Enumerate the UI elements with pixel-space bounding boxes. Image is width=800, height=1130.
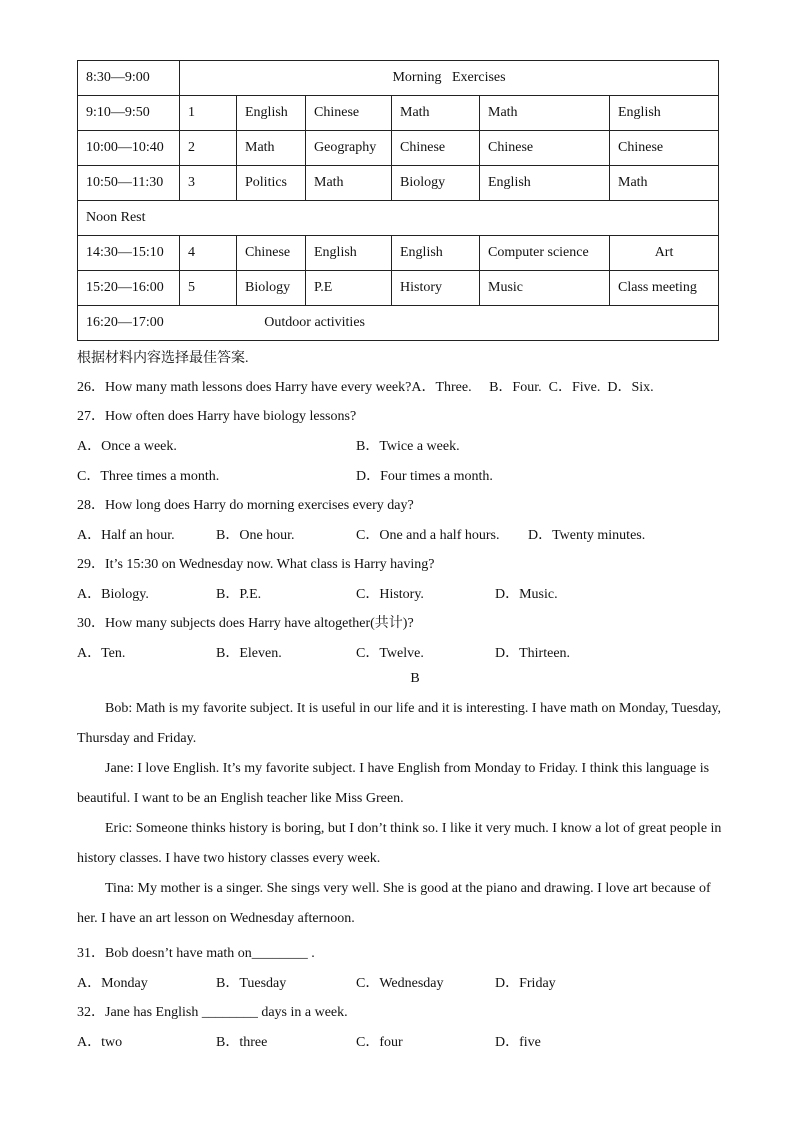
subject-cell: History (392, 271, 480, 306)
question-28-stem: 28．How long does Harry do morning exercises every day? (77, 498, 414, 513)
subject-cell: Math (610, 166, 719, 201)
table-row (78, 271, 719, 306)
subject-cell: Biology (237, 271, 306, 306)
table-row (78, 96, 719, 131)
option-a: A．Biology. (77, 587, 149, 602)
subject-cell: Chinese (392, 131, 480, 166)
instruction-text: 根据材料内容选择最佳答案. (77, 351, 249, 366)
option-d: D．Thirteen. (495, 646, 571, 661)
passage-paragraph-bob: Bob: Math is my favorite subject. It is useful in our life and it is interesting. I have math on Monday, Tuesday, Thursday and Friday. (77, 701, 722, 746)
option-b: B．One hour. (216, 528, 295, 543)
passage-paragraph-jane: Jane: I love English. It’s my favorite subject. I have English from Monday to Friday. I think this language is beautiful. I want to be an English teacher like Miss Green. (77, 761, 710, 806)
noon-rest-cell: Noon Rest (78, 201, 719, 236)
subject-cell: Chinese (610, 131, 719, 166)
period-cell: 5 (180, 271, 237, 306)
option-b: B．Twice a week. (356, 439, 460, 454)
question-31-stem: 31．Bob doesn’t have math on________ . (77, 946, 315, 961)
time-cell: 14:30—15:10 (78, 236, 180, 271)
time-cell: 9:10—9:50 (78, 96, 180, 131)
option-b: B．three (216, 1035, 268, 1050)
option-d: D．five (495, 1035, 541, 1050)
subject-cell: English (392, 236, 480, 271)
option-d: D．Music. (495, 587, 558, 602)
subject-cell: Chinese (306, 96, 392, 131)
option-d: D．Friday (495, 976, 556, 991)
subject-cell: English (306, 236, 392, 271)
table-row (78, 61, 719, 96)
subject-cell: Math (306, 166, 392, 201)
time-cell: 10:00—10:40 (78, 131, 180, 166)
option-c: C．four (356, 1035, 403, 1050)
option-a: A．two (77, 1035, 123, 1050)
subject-cell: Math (480, 96, 610, 131)
subject-cell: P.E (306, 271, 392, 306)
option-d: D．Four times a month. (356, 469, 493, 484)
option-a: A．Half an hour. (77, 528, 175, 543)
time-cell: 8:30—9:00 (78, 61, 180, 96)
time-cell: 10:50—11:30 (78, 166, 180, 201)
outdoor-activities-row (78, 306, 719, 341)
option-c: C．History. (356, 587, 424, 602)
subject-cell: Chinese (237, 236, 306, 271)
subject-cell: Art (610, 236, 719, 271)
option-b: B．P.E. (216, 587, 262, 602)
table-row (78, 131, 719, 166)
option-d: D．Twenty minutes. (528, 528, 646, 543)
question-30-stem: 30．How many subjects does Harry have altogether(共计)? (77, 616, 414, 631)
subject-cell: English (480, 166, 610, 201)
option-a: A．Monday (77, 976, 148, 991)
section-b-heading: B (410, 671, 420, 686)
question-32-stem: 32．Jane has English ________ days in a week. (77, 1005, 348, 1020)
period-cell: 2 (180, 131, 237, 166)
table-row (78, 306, 719, 341)
option-c: C．Three times a month. (77, 469, 220, 484)
option-b: B．Eleven. (216, 646, 282, 661)
subject-cell: English (237, 96, 306, 131)
period-cell: 1 (180, 96, 237, 131)
passage-paragraph-eric: Eric: Someone thinks history is boring, but I don’t think so. I like it very much. I know a lot of great people in history classes. I have two history classes every week. (77, 821, 722, 866)
option-c: C．Twelve. (356, 646, 424, 661)
morning-exercises-cell: Morning Exercises (180, 61, 719, 96)
subject-cell: Computer science (480, 236, 610, 271)
subject-cell: Class meeting (610, 271, 719, 306)
subject-cell: Politics (237, 166, 306, 201)
schedule-table (77, 60, 719, 341)
period-cell: 3 (180, 166, 237, 201)
table-row (78, 166, 719, 201)
table-row (78, 236, 719, 271)
option-a: A．Once a week. (77, 439, 177, 454)
time-cell: 16:20—17:00 (86, 315, 164, 330)
subject-cell: Math (237, 131, 306, 166)
subject-cell: Music (480, 271, 610, 306)
question-26: 26．How many math lessons does Harry have every week?A．Three. B．Four. C．Five. D．Six. (77, 380, 654, 395)
option-a: A．Ten. (77, 646, 126, 661)
subject-cell: English (610, 96, 719, 131)
subject-cell: Geography (306, 131, 392, 166)
question-29-stem: 29．It’s 15:30 on Wednesday now. What class is Harry having? (77, 557, 435, 572)
subject-cell: Chinese (480, 131, 610, 166)
outdoor-activities-text: Outdoor activities (264, 315, 365, 330)
option-b: B．Tuesday (216, 976, 287, 991)
passage-paragraph-tina: Tina: My mother is a singer. She sings very well. She is good at the piano and drawing. I love art because of her. I have an art lesson on Wednesday afternoon. (77, 881, 711, 926)
subject-cell: Math (392, 96, 480, 131)
option-c: C．One and a half hours. (356, 528, 500, 543)
subject-cell: Biology (392, 166, 480, 201)
option-c: C．Wednesday (356, 976, 444, 991)
time-cell: 15:20—16:00 (78, 271, 180, 306)
table-row (78, 201, 719, 236)
question-27-stem: 27．How often does Harry have biology lessons? (77, 409, 357, 424)
period-cell: 4 (180, 236, 237, 271)
